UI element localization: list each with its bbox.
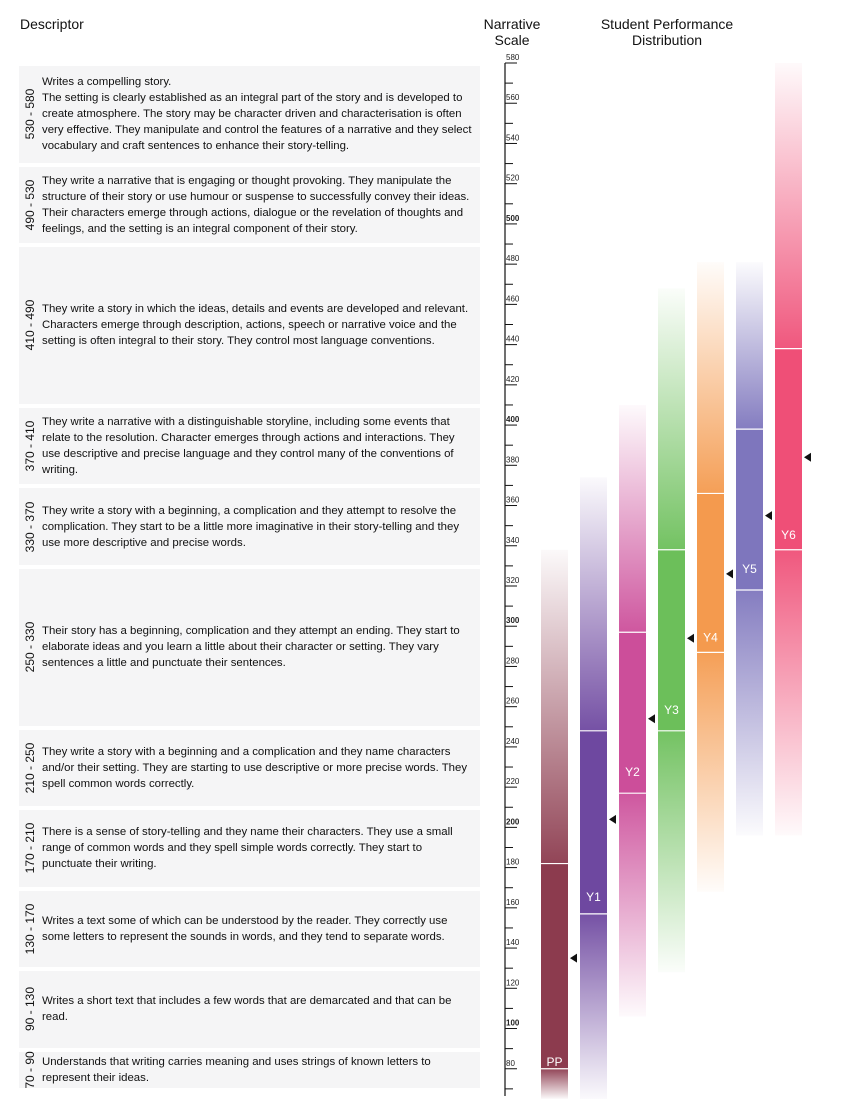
band-range-text: 170 - 210 <box>23 823 37 874</box>
bar-middle-range <box>541 864 568 1069</box>
band-range-text: 210 - 250 <box>23 742 37 794</box>
axis-tick-label: 220 <box>506 777 520 787</box>
band-description: They write a narrative that is engaging or thought provoking. They manipulate the structure of their story or use humour or suspense to successfully convey their ideas. Their characters emerge through actions, dialogue or the revelation of thoughts and feelings, and the setting is an integral component of their story. <box>42 174 470 235</box>
band-range-text: 250 - 330 <box>23 621 37 673</box>
axis-tick-label: 520 <box>506 173 520 183</box>
axis-tick-label: 200 <box>506 817 520 827</box>
band-description: Understands that writing carries meaning and uses strings of known letters to represent their ideas. <box>42 1055 431 1084</box>
band-description: They write a story with a beginning and a complication and they name characters and/or their setting. They are starting to use descriptive or more precise words. They spell common words correctly. <box>42 746 468 790</box>
narrative-scale-header-line1: Narrative <box>483 16 541 32</box>
band-description: They write a story with a beginning, a complication and they attempt to resolve the complication. They start to be a little more imaginative in their story-telling and they use more descriptive and precise words. <box>42 504 460 549</box>
axis-tick-label: 440 <box>506 334 520 344</box>
bar-lower-tail <box>775 550 802 836</box>
series-label: Y1 <box>586 889 601 904</box>
distribution-bar-y1 <box>580 477 616 1099</box>
axis-tick-label: 320 <box>506 575 520 585</box>
series-label: PP <box>546 1054 563 1069</box>
axis-tick-label: 140 <box>506 938 520 948</box>
bar-lower-tail <box>580 914 607 1099</box>
distribution-bar-pp <box>541 550 577 1099</box>
axis-tick-label: 480 <box>506 254 520 264</box>
median-marker <box>726 569 733 578</box>
axis-tick-label: 80 <box>506 1058 515 1068</box>
bar-lower-tail <box>736 590 763 835</box>
axis-tick-label: 160 <box>506 897 520 907</box>
axis-tick-label: 240 <box>506 736 520 746</box>
band-description: There is a sense of story-telling and they name their characters. They use a small range of common words and they spell simple words correctly. They start to punctuate their writing. <box>42 826 453 871</box>
bar-upper-tail <box>775 63 802 349</box>
distribution-bar-y5 <box>736 262 772 835</box>
distribution-bar-y3 <box>658 288 694 972</box>
bar-lower-tail <box>541 1069 568 1099</box>
bar-lower-tail <box>658 731 685 972</box>
band-description: Writes a short text that includes a few words that are demarcated and that can be read. <box>42 995 452 1024</box>
series-label: Y6 <box>781 527 796 542</box>
band-range-text: 370 - 410 <box>23 420 37 472</box>
bar-upper-tail <box>541 550 568 864</box>
axis-tick-label: 460 <box>506 294 520 304</box>
median-marker <box>609 815 616 824</box>
bar-upper-tail <box>697 262 724 493</box>
band-description: They write a narrative with a distinguishable storyline, including some events that relate to the resolution. Character emerges through actions and interactions. They use descriptive and precise language and they control many of the conventions of writing. <box>42 416 455 477</box>
bar-middle-range <box>775 349 802 550</box>
median-marker <box>570 954 577 963</box>
series-label: Y2 <box>625 765 640 780</box>
median-marker <box>804 453 811 462</box>
axis-tick-label: 300 <box>506 616 520 626</box>
bar-middle-range <box>580 731 607 914</box>
axis-tick-label: 400 <box>506 415 520 425</box>
band-description: Writes a text some of which can be understood by the reader. They correctly use some letters to represent the sounds in words, and they tend to separate words. <box>42 914 448 943</box>
axis-tick-label: 380 <box>506 455 520 465</box>
band-description: Writes a compelling story. The setting is clearly established as an integral part of the story and is developed to create atmosphere. The story may be character driven and characterisation is often very effective. They manipulate and control the features of a narrative and they select vocabulary and craft sentences to enhance their story-telling. <box>42 76 472 153</box>
axis-tick-label: 500 <box>506 213 520 223</box>
band-range-text: 530 - 580 <box>23 88 37 140</box>
median-marker <box>765 511 772 520</box>
distribution-header-line2: Distribution <box>631 32 703 48</box>
bar-upper-tail <box>658 288 685 549</box>
band-description: They write a story in which the ideas, details and events are developed and relevant. Characters emerge through description, actions, speech or narrative voice and the setting is often integral to their story. They control most language conventions. <box>42 303 469 348</box>
bar-lower-tail <box>619 793 646 1016</box>
bar-upper-tail <box>736 262 763 429</box>
axis-tick-label: 120 <box>506 978 520 988</box>
bar-upper-tail <box>619 405 646 632</box>
axis-tick-label: 540 <box>506 133 520 143</box>
axis-tick-label: 340 <box>506 535 520 545</box>
bar-lower-tail <box>697 652 724 891</box>
descriptor-header-text: Descriptor <box>20 16 84 32</box>
band-range-text: 70 - 90 <box>23 1051 37 1089</box>
series-label: Y5 <box>742 561 757 576</box>
distribution-bars <box>541 63 811 1099</box>
scale-axis <box>505 53 520 1096</box>
distribution-bar-y6 <box>775 63 811 835</box>
median-marker <box>687 634 694 643</box>
axis-tick-label: 360 <box>506 495 520 505</box>
band-range-text: 90 - 130 <box>23 987 37 1032</box>
distribution-bar-y4 <box>697 262 733 892</box>
band-range-text: 490 - 530 <box>23 179 37 231</box>
distribution-header-line1: Student Performance <box>600 16 734 32</box>
axis-tick-label: 100 <box>506 1018 520 1028</box>
axis-tick-label: 260 <box>506 696 520 706</box>
band-range-text: 330 - 370 <box>23 501 37 552</box>
band-description: Their story has a beginning, complication and they attempt an ending. They start to elaborate ideas and you learn a little about their character or setting. They vary sentences a little and punctuate their sentences. <box>42 625 460 670</box>
bar-upper-tail <box>580 477 607 730</box>
series-label: Y3 <box>664 702 679 717</box>
axis-tick-label: 180 <box>506 857 520 867</box>
median-marker <box>648 714 655 723</box>
bar-middle-range <box>697 493 724 652</box>
axis-tick-label: 280 <box>506 656 520 666</box>
series-label: Y4 <box>703 630 718 645</box>
band-range-text: 410 - 490 <box>23 300 37 351</box>
axis-tick-label: 420 <box>506 374 520 384</box>
band-range-text: 130 - 170 <box>23 903 37 955</box>
axis-tick-label: 580 <box>506 53 520 62</box>
axis-tick-label: 560 <box>506 93 520 103</box>
distribution-bar-y2 <box>619 405 655 1016</box>
narrative-scale-header-line2: Scale <box>494 32 530 48</box>
